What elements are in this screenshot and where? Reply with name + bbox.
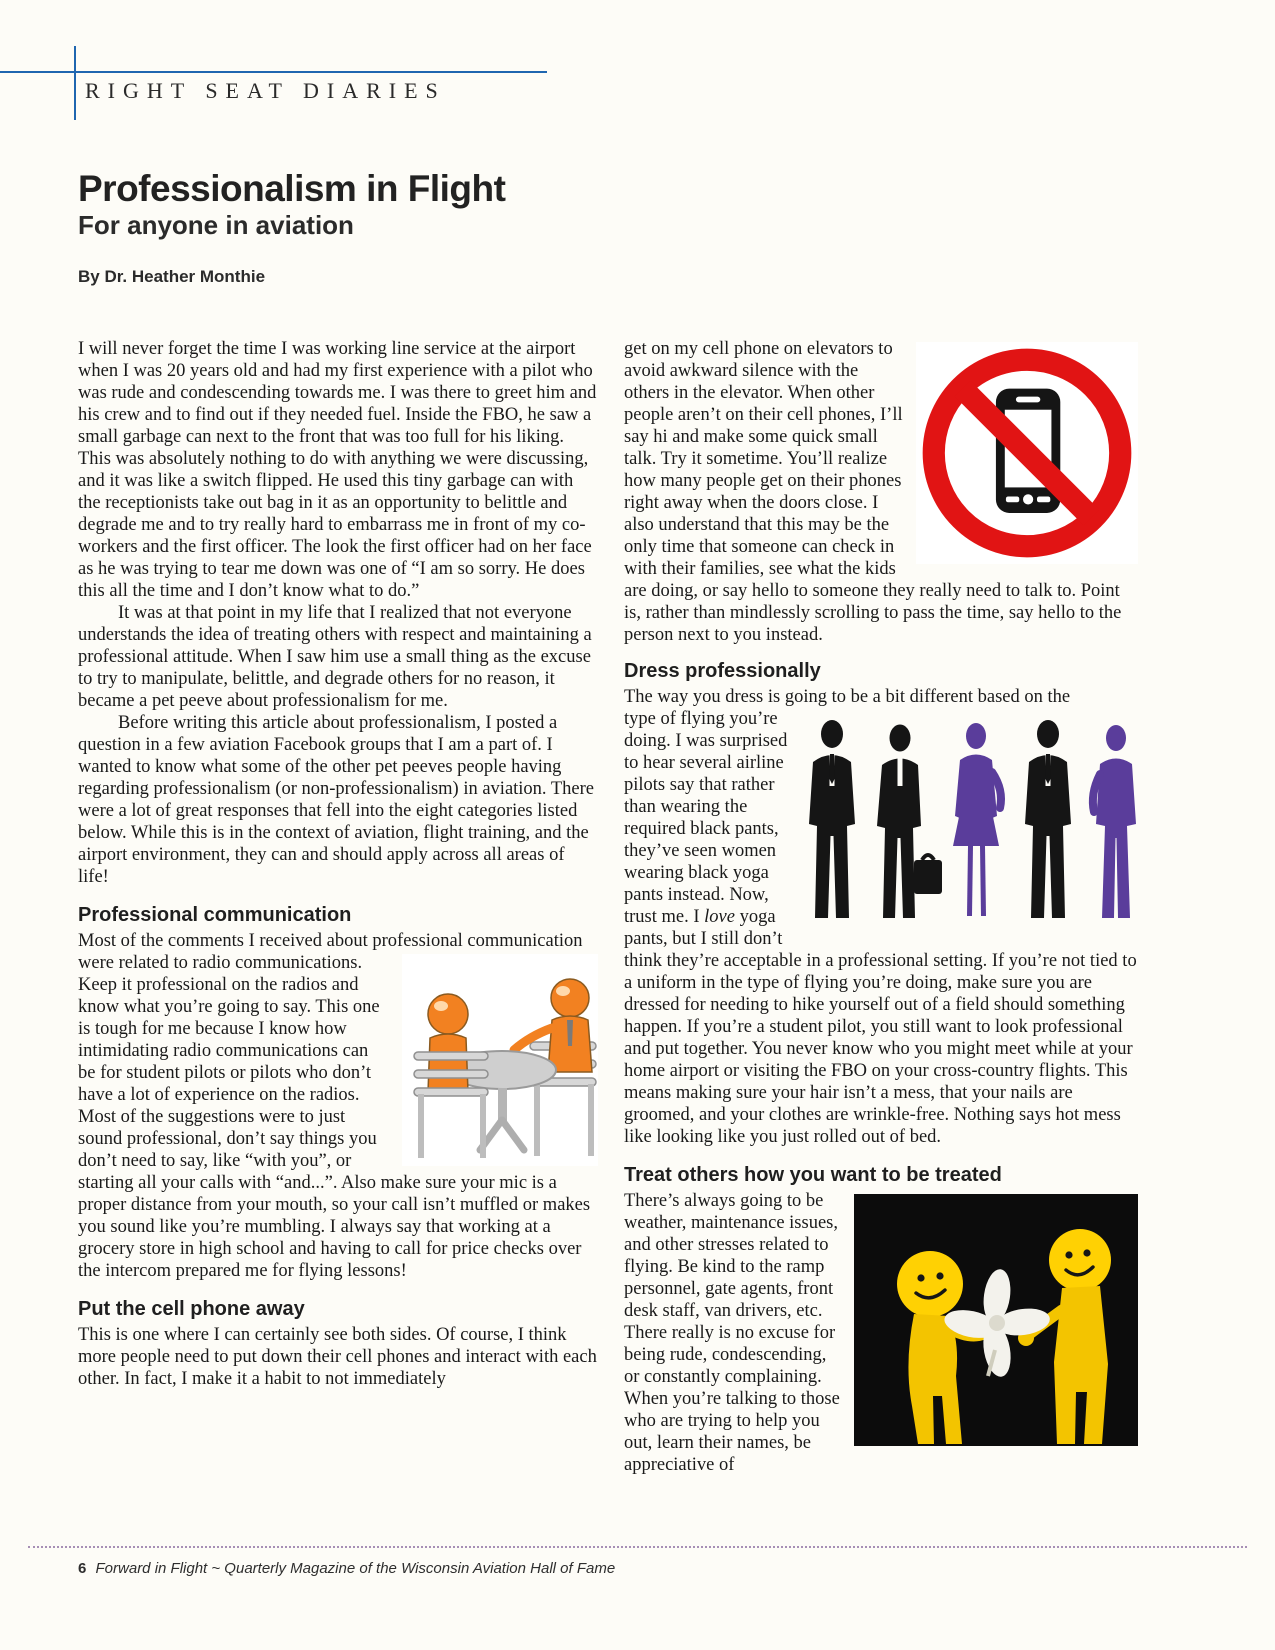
elevator-body-text: get on my cell phone on elevators to avoid awkward silence with the others in the elevator. When other people aren’t on their cell phones, I’ll say hi and make some quick small talk. Try it sometime. You’ll realize how many people get on their phones right away when the doors close. I also understand that this may be the only time that someone can check in with their families, see what the kids are doing, or say hello to someone they really need to talk to. Point is, rather than mindlessly scrolling to pass the time, say hello to the person next to you instead. [624, 339, 1122, 645]
paragraph-cell-phone: This is one where I can certainly see both sides. Of course, I think more people need to put down their cell phones and interact with each other. In fact, I make it a habit to not immediately [78, 1325, 597, 1389]
header-vertical-rule [74, 46, 76, 120]
heading-dress-professionally: Dress professionally [624, 660, 821, 682]
header-horizontal-rule [0, 71, 547, 73]
paragraph-treat-others [624, 1190, 1138, 1476]
article-body [78, 338, 1138, 1476]
paragraph-dress-body [624, 708, 1138, 1148]
paragraph-dress-intro: The way you dress is going to be a bit different based on the [624, 687, 1071, 707]
paragraph-realization: It was at that point in my life that I realized that not everyone understands the idea of treating others with respect and maintaining a professional attitude. When I saw him use a small thing as the excuse to try to manipulate, belittle, and degrade others for no reason, it became a pet peeve about professionalism for me. [78, 603, 592, 711]
article-subtitle: For anyone in aviation [78, 209, 354, 240]
dress-italic-word: love [704, 907, 735, 927]
no-cell-phone-sign-image [916, 340, 1138, 566]
footer-text: Forward in Flight ~ Quarterly Magazine of the Wisconsin Aviation Hall of Fame [95, 1560, 616, 1577]
footer-page-number: 6 [78, 1560, 87, 1577]
heading-professional-communication: Professional communication [78, 904, 352, 926]
treat-body-text: There’s always going to be weather, maintenance issues, and other stresses related to flying. Be kind to the ramp personnel, gate agents, front desk staff, van drivers, etc. There really is no excuse for being rude, condescending, or constantly complaining. When you’re talking to those who are trying to help you out, learn their names, be appreciative of [624, 1191, 840, 1475]
heading-treat-others: Treat others how you want to be treated [624, 1164, 1002, 1186]
dress-body-after: yoga pants, but I still don’t think they’re acceptable in a professional setting. If you’re not tied to a uniform in the type of flying you’re doing, make sure you are dressed for needing to hike yourself out of a field should something happen. If you’re a student pilot, you still want to look professional and put together. You never know who you might meet while at your home airport or visiting the FBO on your cross-country flights. This means making sure your hair isn’t a mess, that your nails are groomed, and your clothes are wrinkle-free. Nothing says hot mess like looking like you just rolled out of bed. [624, 907, 1137, 1147]
smiley-figures-image [854, 1194, 1138, 1446]
business-silhouettes-image [800, 712, 1138, 924]
article-title: Professionalism in Flight [78, 168, 506, 209]
left-column [78, 338, 598, 1476]
paragraph-facebook-question: Before writing this article about professionalism, I posted a question in a few aviation Facebook groups that I am a part of. I wanted to know what some of the other pet peeves people having regarding professionalism (or non-professionalism) in aviation. There were a lot of great responses that fell into the eight categories listed below. While this is in the context of aviation, flight training, and the airport environment, they can and should apply across all areas of life! [78, 713, 594, 887]
heading-put-cell-phone-away: Put the cell phone away [78, 1298, 305, 1320]
communication-body-text: were related to radio communications. Keep it professional on the radios and know what you’re going to say. This one is tough for me because I know how intimidating radio communications can be for student pilots or pilots who don’t have a lot of experience on the radios. Most of the suggestions were to just sound professional, don’t say things you don’t need to say, like “with you”, or starting all your calls with “and...”. Also make sure your mic is a proper distance from your mouth, so your call isn’t muffled or makes you sound like you’re mumbling. I always say that working at a grocery store in high school and having to call for price checks over the intercom prepared me for flying lessons! [78, 953, 591, 1281]
footer [78, 1560, 615, 1577]
footer-dotted-rule [28, 1546, 1247, 1548]
paragraph-elevator [624, 338, 1138, 646]
right-column [624, 338, 1138, 1476]
title-block [78, 170, 978, 287]
paragraph-communication-body [78, 952, 598, 1282]
table-meeting-illustration [402, 954, 598, 1166]
paragraph-communication-intro: Most of the comments I received about professional communication [78, 931, 583, 951]
article-byline: By Dr. Heather Monthie [78, 266, 266, 286]
paragraph-line-service-story: I will never forget the time I was working line service at the airport when I was 20 years old and had my first experience with a pilot who was rude and condescending towards me. I was there to greet him and his crew and to find out if they needed fuel. Inside the FBO, he saw a small garbage can next to the front that was too full for his liking. This was absolutely nothing to do with anything we were discussing, and it was like a switch flipped. He used this tiny garbage can with the receptionists take out bag in it as an opportunity to belittle and degrade me and to try really hard to embarrass me in front of my co-workers and the first officer. The look the first officer had on her face as he was trying to tear me down was one of “I am so sorry. He does this all the time and I don’t know what to do.” [78, 339, 597, 601]
section-kicker: RIGHT SEAT DIARIES [85, 78, 446, 103]
dress-body-before: type of flying you’re doing. I was surprised to hear several airline pilots say that rather than wearing the required black pants, they’ve seen women wearing black yoga pants instead. Now, trust me. I [624, 709, 788, 927]
